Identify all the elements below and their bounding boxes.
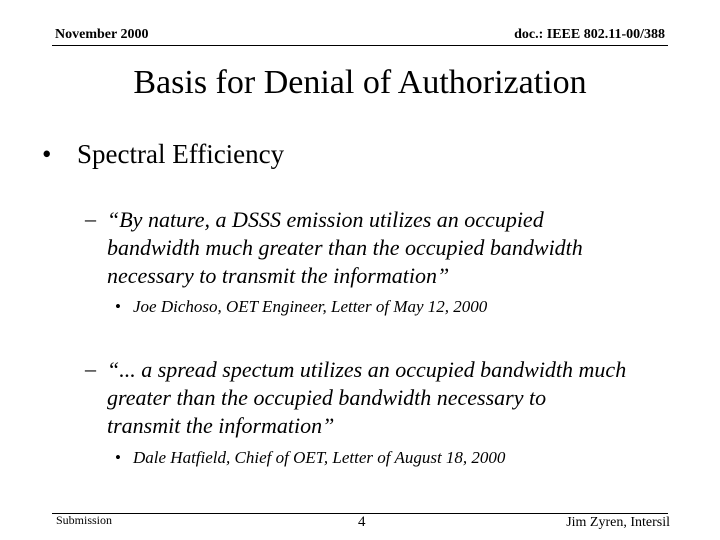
sub-bullet-dash: – — [85, 206, 96, 231]
quote-hatfield — [107, 356, 626, 440]
bullet-spectral-efficiency — [42, 139, 284, 170]
header-divider — [52, 45, 668, 46]
footer-submission: Submission — [56, 513, 113, 527]
header-doc-id: doc.: IEEE 802.11-00/388 — [514, 27, 665, 42]
quote-line: necessary to transmit the information” — [107, 263, 450, 288]
citation-marker: • — [115, 448, 121, 467]
quote-line: “... a spread spectum utilizes an occupied bandwidth much — [107, 357, 627, 382]
citation-text: Joe Dichoso, OET Engineer, Letter of May 12, 2000 — [133, 297, 488, 316]
bullet-text: Spectral Efficiency — [77, 139, 285, 169]
slide-title: Basis for Denial of Authorization — [133, 64, 587, 101]
citation-hatfield — [115, 448, 505, 468]
quote-line: bandwidth much greater than the occupied bandwidth — [107, 235, 583, 260]
quote-dichoso — [107, 206, 583, 290]
quote-line: transmit the information” — [107, 413, 335, 438]
citation-marker: • — [115, 297, 121, 316]
page-number: 4 — [358, 514, 366, 530]
quote-line: greater than the occupied bandwidth necessary to — [107, 385, 547, 410]
header-date: November 2000 — [55, 27, 149, 42]
sub-bullet-dash: – — [85, 356, 96, 381]
citation-text: Dale Hatfield, Chief of OET, Letter of August 18, 2000 — [133, 448, 506, 467]
citation-dichoso — [115, 297, 487, 317]
footer-author: Jim Zyren, Intersil — [566, 515, 670, 530]
bullet-marker: • — [42, 139, 52, 169]
quote-line: “By nature, a DSSS emission utilizes an occupied — [107, 207, 544, 232]
